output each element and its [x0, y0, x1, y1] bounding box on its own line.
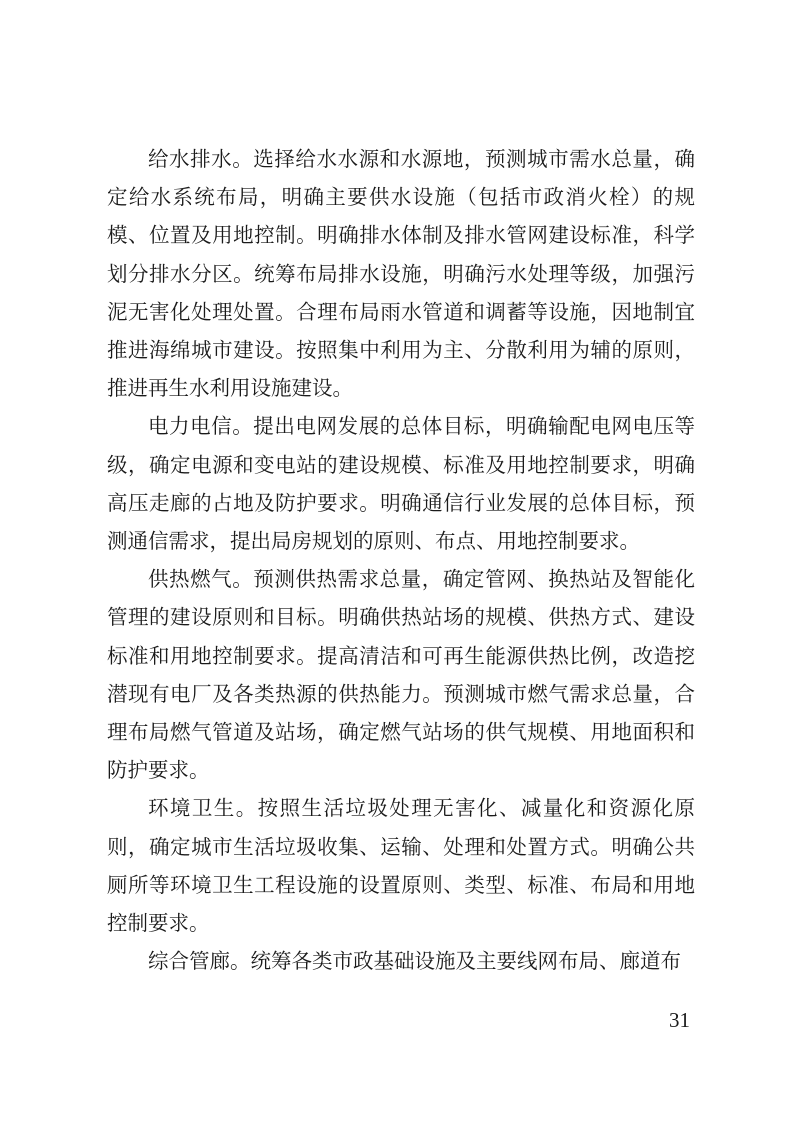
body-text	[107, 140, 695, 980]
paragraph-heating-gas: 供热燃气。预测供热需求总量，确定管网、换热站及智能化管理的建设原则和目标。明确供热站场的规模、供热方式、建设标准和用地控制要求。提高清洁和可再生能源供热比例，改造挖潜现有电厂及各类热源的供热能力。预测城市燃气需求总量，合理布局燃气管道及站场，确定燃气站场的供气规模、用地面积和防护要求。	[107, 567, 695, 783]
paragraph-water-supply-drainage: 给水排水。选择给水水源和水源地，预测城市需水总量，确定给水系统布局，明确主要供水设施（包括市政消火栓）的规模、位置及用地控制。明确排水体制及排水管网建设标准，科学划分排水分区。统筹布局排水设施，明确污水处理等级，加强污泥无害化处理处置。合理布局雨水管道和调蓄等设施，因地制宜推进海绵城市建设。按照集中利用为主、分散利用为辅的原则，推进再生水利用设施建设。	[107, 147, 695, 401]
paragraph-utility-tunnel: 综合管廊。统筹各类市政基础设施及主要线网布局、廊道布	[148, 949, 681, 974]
paragraph-power-telecom: 电力电信。提出电网发展的总体目标，明确输配电网电压等级，确定电源和变电站的建设规模、标准及用地控制要求，明确高压走廊的占地及防护要求。明确通信行业发展的总体目标，预测通信需求，提出局房规划的原则、布点、用地控制要求。	[107, 414, 695, 554]
paragraph-environmental-sanitation: 环境卫生。按照生活垃圾处理无害化、减量化和资源化原则，确定城市生活垃圾收集、运输、处理和处置方式。明确公共厕所等环境卫生工程设施的设置原则、类型、标准、布局和用地控制要求。	[107, 796, 695, 936]
page-number: 31	[669, 1008, 690, 1032]
